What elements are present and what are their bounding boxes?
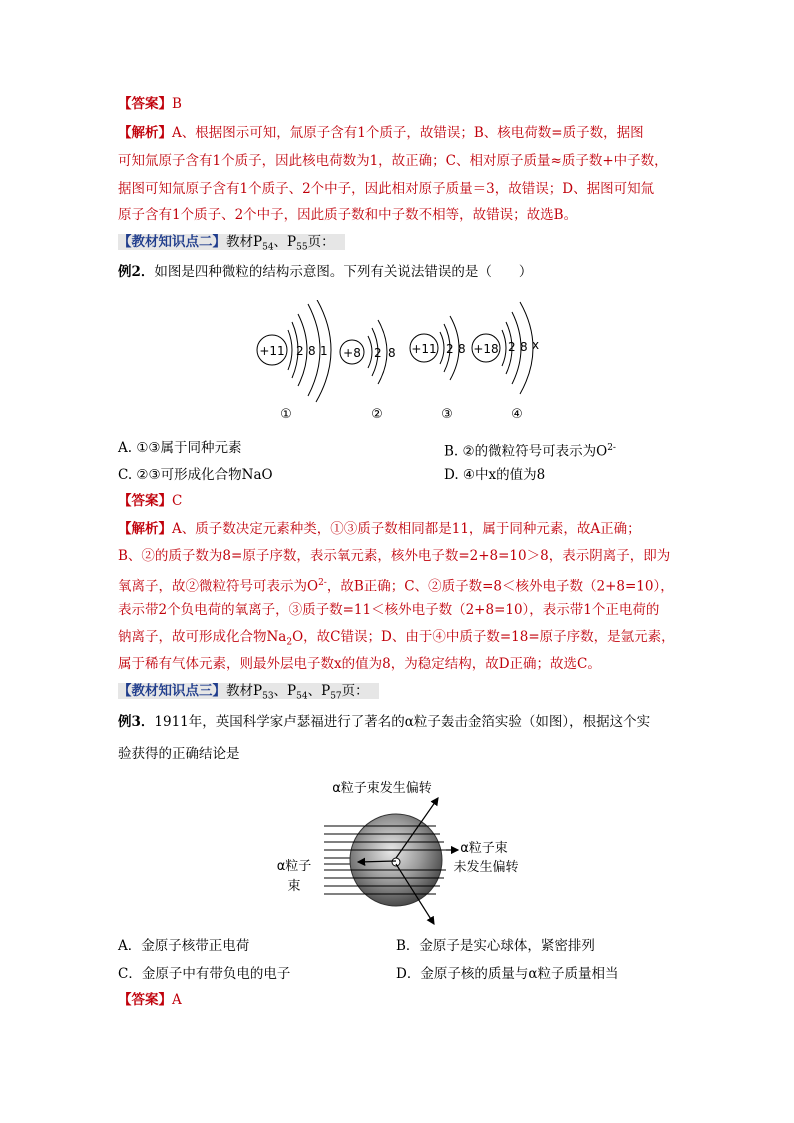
ex2-analysis-line-3: 氧离子，故②微粒符号可表示为$O^{2-}$，故B正确；C、②质子数=8＜核外电子数（2+8=10），	[118, 578, 674, 595]
atom-structure-diagram	[250, 300, 560, 430]
svg-text:+11: +11	[259, 344, 285, 358]
svg-text:+18: +18	[473, 342, 499, 356]
ex2-analysis-line-2: B、②的质子数为8=原子序数，表示氧元素，核外电子数=2+8=10＞8，表示阴离子，即为	[118, 548, 671, 564]
atom-3	[410, 316, 466, 422]
knowledge-point-2: 【教材知识点二】教材$P_{54}$、$P_{55}$页：	[118, 232, 345, 258]
svg-text:8: 8	[520, 340, 528, 354]
svg-text:2: 2	[296, 344, 304, 358]
ex2-analysis-line-6: 属于稀有气体元素，则最外层电子数x的值为8，为稳定结构，故D正确；故选C。	[118, 656, 601, 672]
ex3-option-b: B．金原子是实心球体，紧密排列	[396, 938, 595, 954]
svg-text:8: 8	[458, 342, 466, 356]
q1-analysis-line-2: 可知氚原子含有1个质子，因此核电荷数为1，故正确；C、相对原子质量≈质子数+中子数，	[118, 153, 668, 169]
ex3-option-d: D．金原子核的质量与α粒子质量相当	[396, 966, 619, 982]
ex2-analysis-line-4: 表示带2个负电荷的氧离子，③质子数=11＜核外电子数（2+8=10），表示带1个正电荷的	[118, 602, 660, 618]
svg-text:8: 8	[308, 344, 316, 358]
ex2-analysis-line-1: 【解析】A、质子数决定元素种类，①③质子数相同都是11，属于同种元素，故A正确；	[118, 521, 641, 537]
ex3-option-a: A．金原子核带正电荷	[118, 938, 250, 954]
deflected-beam-label: α粒子束发生偏转	[332, 781, 432, 796]
ex3-option-c: C．金原子中有带负电的电子	[118, 966, 291, 982]
ex2-option-a: A. ①③属于同种元素	[118, 440, 242, 456]
svg-text:②: ②	[371, 407, 383, 422]
ex2-analysis-line-5: 钠离子，故可形成化合物$Na_2O$，故C错误；D、由于④中质子数=18=原子序数，是氩元素，	[118, 629, 675, 648]
example-3-question-line-2: 验获得的正确结论是	[118, 746, 240, 762]
svg-text:+11: +11	[411, 342, 437, 356]
svg-text:2: 2	[374, 346, 382, 360]
incident-beam-label-1: α粒子	[276, 859, 312, 874]
q1-analysis-line-4: 原子含有1个质子、2个中子，因此质子数和中子数不相等，故错误；故选B。	[118, 207, 578, 223]
svg-text:1: 1	[320, 344, 328, 358]
incident-beam-label-2: 束	[287, 879, 301, 894]
ex2-option-d: D. ④中x的值为8	[444, 467, 546, 483]
svg-text:2: 2	[446, 342, 454, 356]
q1-answer: 【答案】B	[118, 96, 182, 112]
svg-text:①: ①	[280, 407, 292, 422]
example-2-question: 例2．如图是四种微粒的结构示意图。下列有关说法错误的是（ ）	[118, 264, 533, 280]
atom-1	[257, 300, 331, 422]
svg-text:x: x	[532, 338, 540, 352]
ex3-answer: 【答案】A	[118, 992, 182, 1008]
svg-text:8: 8	[388, 346, 396, 360]
example-3-question-line-1: 例3．1911年，英国科学家卢瑟福进行了著名的α粒子轰击金箔实验（如图），根据这个实	[118, 714, 651, 730]
svg-text:③: ③	[441, 407, 453, 422]
atom-2	[340, 320, 396, 422]
atom-4	[472, 302, 539, 422]
ex2-answer: 【答案】C	[118, 493, 183, 509]
undeflected-beam-label-2: 未发生偏转	[453, 860, 519, 875]
rutherford-experiment-diagram	[258, 774, 548, 930]
svg-text:④: ④	[511, 407, 523, 422]
q1-analysis-line-1: 【解析】A、根据图示可知，氚原子含有1个质子，故错误；B、核电荷数=质子数，据图	[118, 125, 644, 141]
undeflected-beam-label-1: α粒子束	[460, 841, 508, 856]
ex2-option-b: B. ②的微粒符号可表示为$O^{2-}$	[444, 443, 616, 460]
q1-analysis-line-3: 据图可知氚原子含有1个质子、2个中子，因此相对原子质量＝3，故错误；D、据图可知氚	[118, 181, 655, 197]
knowledge-point-3: 【教材知识点三】教材$P_{53}$、$P_{54}$、$P_{57}$页：	[118, 681, 379, 707]
ex2-option-c: C. ②③可形成化合物NaO	[118, 467, 273, 483]
svg-text:+8: +8	[343, 346, 361, 360]
svg-text:2: 2	[508, 340, 516, 354]
